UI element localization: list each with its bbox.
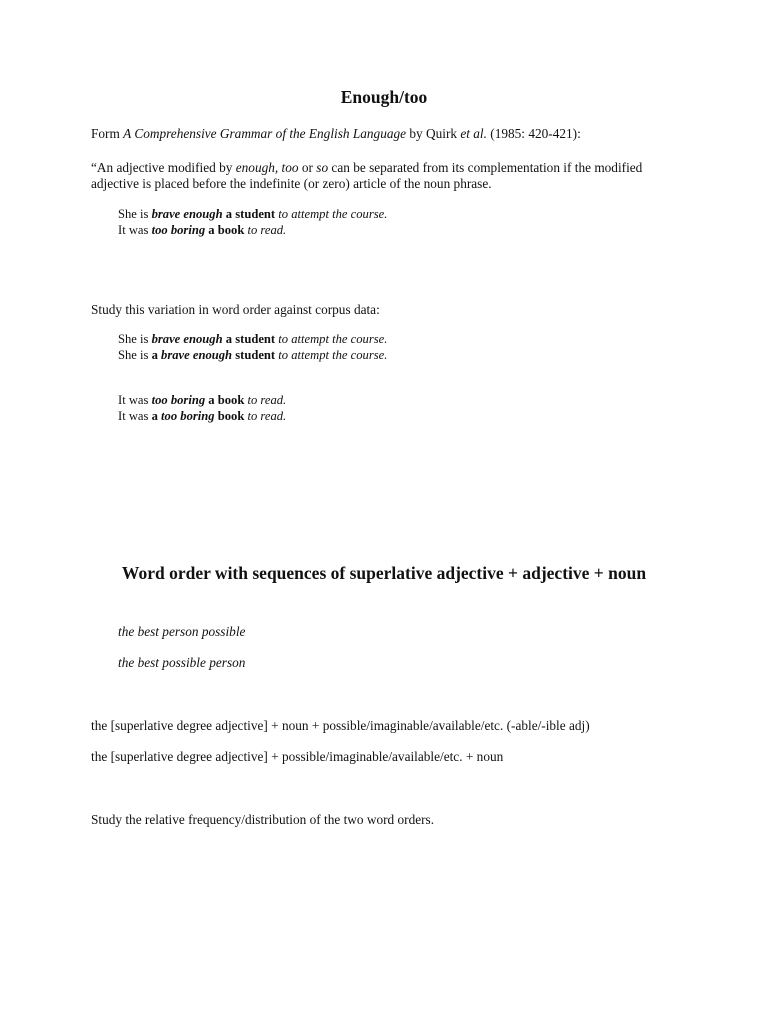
example-article: a: [205, 222, 218, 237]
example-subject: She is: [118, 332, 152, 346]
example-subject: She is: [118, 347, 152, 362]
example-complement: to attempt the course.: [275, 207, 388, 221]
example-article: a: [222, 207, 236, 221]
source-citation: [91, 126, 691, 142]
comparison-sentence: [118, 393, 286, 409]
example-complement: to attempt the course.: [275, 332, 388, 346]
example-noun: book: [217, 393, 245, 407]
quote-part: can be separated from its complementation if the modified adjective is placed before the indefinite (or zero) article of the noun phrase.: [91, 160, 643, 191]
example-article: a: [222, 332, 236, 346]
example-adjective: too boring: [151, 222, 206, 237]
example-complement: to read.: [244, 393, 287, 407]
comparison-sentence: [118, 348, 387, 364]
book-title: A Comprehensive Grammar of the English Language: [123, 126, 407, 141]
comparison-sentence: [118, 409, 286, 425]
example-subject: She is: [118, 207, 152, 221]
example-adjective: brave enough: [151, 332, 223, 346]
study-instruction: Study this variation in word order against corpus data:: [91, 302, 380, 317]
grammar-quote: [91, 160, 691, 192]
example-adjective: brave enough: [161, 347, 233, 362]
example-adjective: too boring: [151, 393, 206, 407]
quote-term: enough, too: [235, 160, 299, 175]
example-subject: It was: [118, 222, 152, 237]
source-prefix: Form: [91, 126, 124, 141]
example-complement: to read.: [244, 408, 287, 423]
comparison-sentence: [118, 332, 387, 348]
quote-part: “An adjective modified by: [91, 160, 236, 175]
example-noun: student: [235, 207, 276, 221]
example-article: a: [205, 393, 218, 407]
example-noun: student: [232, 347, 276, 362]
word-order-pattern: the [superlative degree adjective] + noun + possible/imaginable/available/etc. (-able/-ible adj): [91, 718, 590, 733]
phrase-example: the best possible person: [118, 655, 246, 670]
quote-term: so: [316, 160, 329, 175]
source-et-al: et al.: [460, 126, 487, 141]
source-reference: (1985: 420-421):: [486, 126, 581, 141]
example-article: a: [151, 347, 162, 362]
example-adjective: too boring: [161, 408, 215, 423]
example-complement: to attempt the course.: [275, 347, 388, 362]
example-adjective: brave enough: [151, 207, 223, 221]
example-article: a: [151, 408, 162, 423]
example-complement: to read.: [244, 222, 287, 237]
example-noun: book: [214, 408, 245, 423]
quote-part: or: [298, 160, 317, 175]
study-instruction: Study the relative frequency/distribution of the two word orders.: [91, 812, 435, 827]
phrase-example: the best person possible: [118, 624, 246, 639]
example-noun: book: [217, 222, 245, 237]
example-noun: student: [235, 332, 276, 346]
section-title-superlative-order: Word order with sequences of superlative adjective + adjective + noun: [121, 563, 647, 583]
example-sentence: [118, 223, 286, 239]
example-sentence: [118, 207, 387, 223]
word-order-pattern: the [superlative degree adjective] + possible/imaginable/available/etc. + noun: [91, 749, 504, 764]
section-title-enough-too: Enough/too: [340, 87, 428, 107]
source-author: by Quirk: [406, 126, 461, 141]
example-subject: It was: [118, 393, 152, 407]
example-subject: It was: [118, 408, 152, 423]
